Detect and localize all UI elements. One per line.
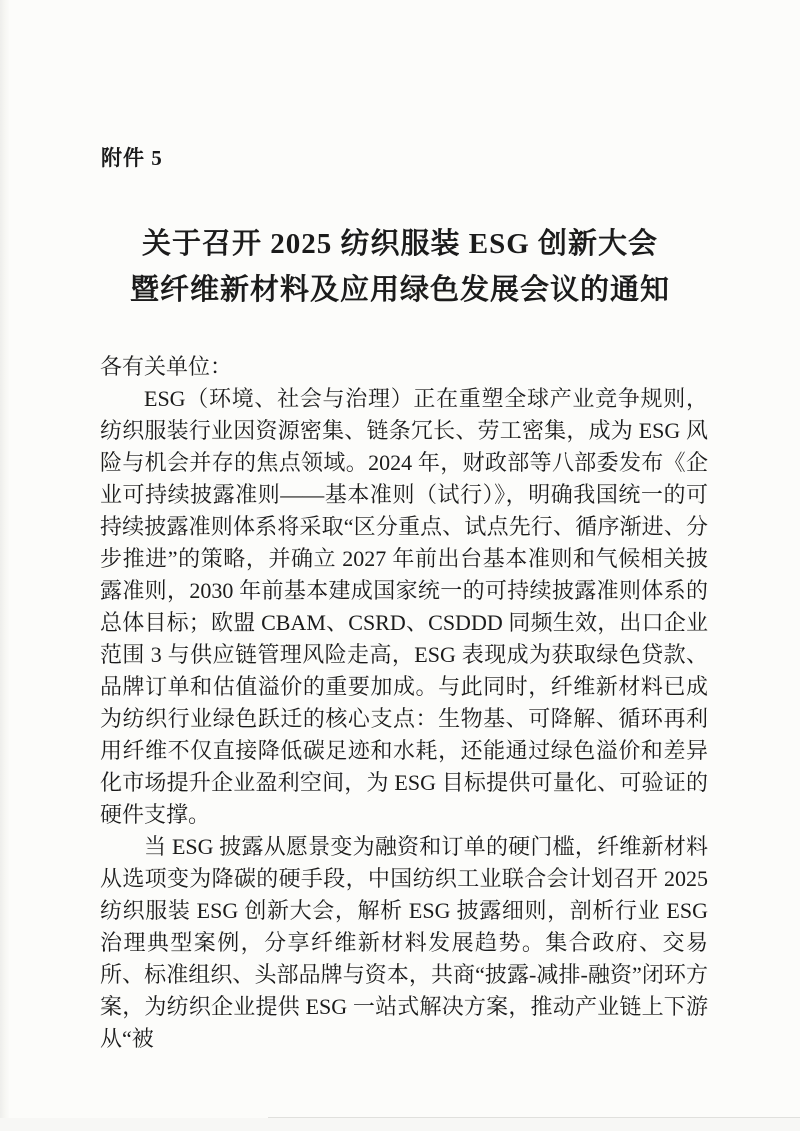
body-paragraph-2: 当 ESG 披露从愿景变为融资和订单的硬门槛，纤维新材料从选项变为降碳的硬手段，中国纺织工业联合会计划召开 2025 纺织服装 ESG 创新大会，解析 ESG 披露细则，剖析行业 ESG 治理典型案例，分享纤维新材料发展趋势。集合政府、交易所、标准组织、头部品牌与资本，共商“披露-减排-融资”闭环方案，为纺织企业提供 ESG 一站式解决方案，推动产业链上下游从“被 xyxy=(100,834,708,1051)
document-title-line2: 暨纤维新材料及应用绿色发展会议的通知 xyxy=(129,274,670,306)
scan-edge-line-bottom xyxy=(268,1117,800,1118)
document-title-line1: 关于召开 2025 纺织服装 ESG 创新大会 xyxy=(141,228,659,260)
document-title xyxy=(0,221,800,313)
body-paragraph-1: ESG（环境、社会与治理）正在重塑全球产业竞争规则，纺织服装行业因资源密集、链条冗长、劳工密集，成为 ESG 风险与机会并存的焦点领域。2024 年，财政部等八部委发布《企业可持续披露准则——基本准则（试行）》，明确我国统一的可持续披露准则体系将采取“区分重点、试点先行、循序渐进、分步推进”的策略，并确立 2027 年前出台基本准则和气候相关披露准则，2030 年前基本建成国家统一的可持续披露准则体系的总体目标；欧盟 CBAM、CSRD、CSDDD 同频生效，出口企业范围 3 与供应链管理风险走高，ESG 表现成为获取绿色贷款、品牌订单和估值溢价的重要加成。与此同时，纤维新材料已成为纺织行业绿色跃迁的核心支点：生物基、可降解、循环再利用纤维不仅直接降低碳足迹和水耗，还能通过绿色溢价和差异化市场提升企业盈利空间，为 ESG 目标提供可量化、可验证的硬件支撑。 xyxy=(100,386,708,827)
salutation: 各有关单位： xyxy=(100,354,233,379)
scan-edge-artifact-left xyxy=(0,0,10,1131)
attachment-label: 附件 5 xyxy=(101,146,163,170)
document-body xyxy=(100,351,708,1055)
scan-edge-artifact-bottom xyxy=(0,1118,800,1131)
